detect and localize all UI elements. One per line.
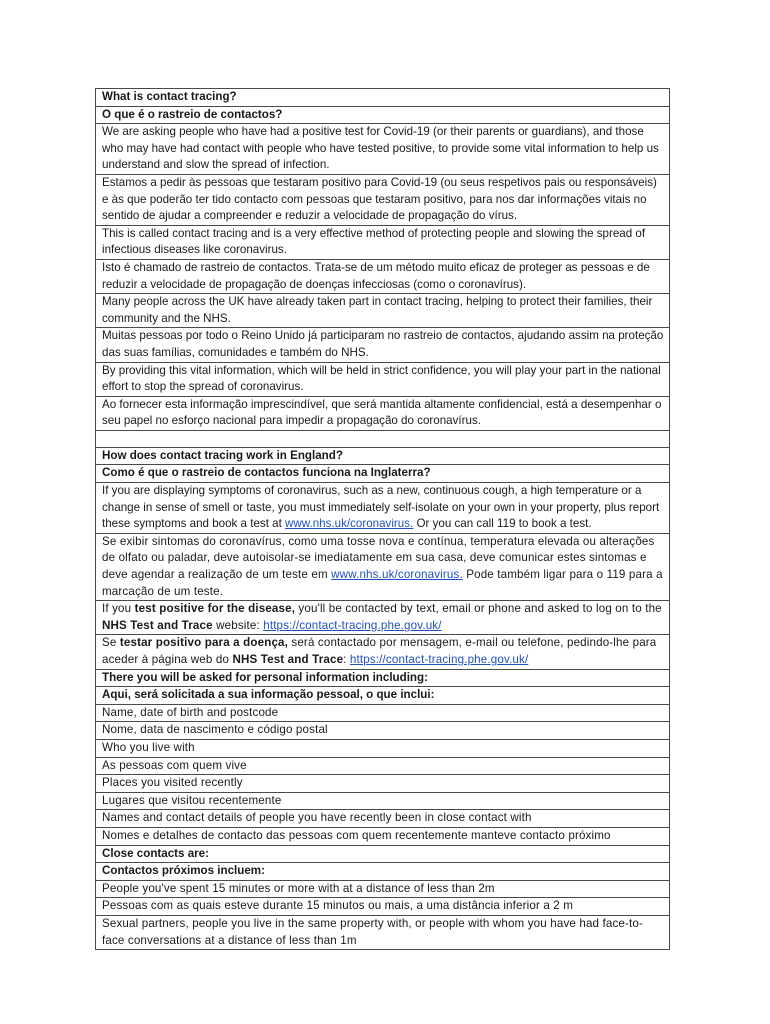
table-row bbox=[96, 483, 670, 534]
text-run: : bbox=[343, 653, 350, 666]
paragraph-pt: Isto é chamado de rastreio de contactos. Trata-se de um método muito eficaz de proteger as pessoas e de reduzir a velocidade de propagação de doenças infecciosas (como o coronavírus). bbox=[96, 259, 670, 293]
table-row bbox=[96, 898, 670, 916]
list-item-pt: Lugares que visitou recentemente bbox=[96, 792, 670, 810]
bold-text: NHS Test and Trace bbox=[232, 653, 344, 666]
test-positive-paragraph-pt bbox=[96, 635, 670, 669]
table-row bbox=[96, 106, 670, 124]
list-item-pt: As pessoas com quem vive bbox=[96, 757, 670, 775]
list-item-pt: Pessoas com as quais esteve durante 15 minutos ou mais, a uma distância inferior a 2 m bbox=[96, 898, 670, 916]
table-row bbox=[96, 259, 670, 293]
table-row bbox=[96, 739, 670, 757]
table-row bbox=[96, 915, 670, 949]
table-row bbox=[96, 124, 670, 175]
table-row bbox=[96, 792, 670, 810]
table-row bbox=[96, 396, 670, 430]
table-row bbox=[96, 447, 670, 465]
section-heading-en: What is contact tracing? bbox=[96, 89, 670, 107]
table-row bbox=[96, 635, 670, 669]
table-row bbox=[96, 880, 670, 898]
list-item-en: Sexual partners, people you live in the same property with, or people with whom you have had face-to-face conversations at a distance of less than 1m bbox=[96, 915, 670, 949]
table-row bbox=[96, 174, 670, 225]
bold-text: NHS Test and Trace bbox=[102, 618, 213, 632]
list-item-en: Who you live with bbox=[96, 739, 670, 757]
paragraph-pt: Ao fornecer esta informação imprescindível, que será mantida altamente confidencial, está a desempenhar o seu papel no esforço nacional para impedir a propagação do coronavírus. bbox=[96, 396, 670, 430]
list-heading-en: There you will be asked for personal information including: bbox=[96, 669, 670, 687]
paragraph-pt: Muitas pessoas por todo o Reino Unido já participaram no rastreio de contactos, ajudando assim na proteção das suas famílias, comunidades e também do NHS. bbox=[96, 328, 670, 362]
table-row bbox=[96, 704, 670, 722]
nhs-coronavirus-link[interactable]: www.nhs.uk/coronavirus. bbox=[285, 517, 414, 531]
table-row bbox=[96, 430, 670, 447]
paragraph-pt: Estamos a pedir às pessoas que testaram positivo para Covid-19 (ou seus respetivos pais ou responsáveis) e às que poderão ter tido contacto com pessoas que testaram positivo, para nos dar informações vitais no sentido de ajudar a compreender e reduzir a velocidade de propagação do vírus. bbox=[96, 174, 670, 225]
table-row bbox=[96, 89, 670, 107]
paragraph-en: Many people across the UK have already taken part in contact tracing, helping to protect their families, their community and the NHS. bbox=[96, 294, 670, 328]
empty-row bbox=[96, 430, 670, 447]
table-row bbox=[96, 225, 670, 259]
table-row bbox=[96, 328, 670, 362]
text-run: displaying symptoms of coronavirus, such as a new, continuous cough, a high temperature or a change in sense of smell or taste, you must immediately self-isolate on your own in your property, plus report these symptoms and book a test at bbox=[102, 484, 660, 531]
text-run: será contactado por mensagem, e-mail ou telefone, pedindo-lhe para aceder à página web do bbox=[102, 636, 657, 666]
table-row bbox=[96, 775, 670, 793]
list-heading-pt: Contactos próximos incluem: bbox=[96, 863, 670, 881]
nhs-coronavirus-link[interactable]: www.nhs.uk/coronavirus. bbox=[331, 568, 463, 582]
paragraph-en: This is called contact tracing and is a very effective method of protecting people and slowing the spread of infectious diseases like coronavirus. bbox=[96, 225, 670, 259]
list-item-en: People you've spent 15 minutes or more with at a distance of less than 2m bbox=[96, 880, 670, 898]
text-run: em bbox=[311, 568, 332, 582]
section-heading-pt: Como é que o rastreio de contactos funciona na Inglaterra? bbox=[96, 465, 670, 483]
table-row bbox=[96, 669, 670, 687]
table-row bbox=[96, 810, 670, 828]
contact-tracing-link[interactable]: https://contact-tracing.phe.gov.uk/ bbox=[349, 653, 529, 666]
table-row bbox=[96, 533, 670, 600]
text-run: website: bbox=[212, 618, 264, 632]
bilingual-info-table bbox=[95, 88, 670, 950]
list-heading-en: Close contacts are: bbox=[96, 845, 670, 863]
text-run: Se bbox=[102, 636, 120, 650]
table-row bbox=[96, 845, 670, 863]
paragraph-en: We are asking people who have had a positive test for Covid-19 (or their parents or guardians), and those who may have had contact with people who have tested positive, to provide some vital information to help us understand and slow the spread of infection. bbox=[96, 124, 670, 175]
table-row bbox=[96, 827, 670, 845]
text-run: Se exibir sintomas do coronavírus, como uma tosse nova e contínua, temperatura elevada ou alterações de olfato ou paladar, deve autoisolar-se imediatamente em sua casa, deve comunicar estes sintomas e deve agendar a realização de um teste bbox=[102, 534, 655, 582]
text-run: Or you can call 119 to book a test. bbox=[413, 517, 592, 531]
list-item-en: Name, date of birth and postcode bbox=[96, 704, 670, 722]
list-item-pt: Nomes e detalhes de contacto das pessoas com quem recentemente manteve contacto próximo bbox=[96, 827, 670, 845]
text-run: you'll be contacted by text, email or phone and asked to log on to the bbox=[295, 602, 662, 616]
bold-text: test positive for the disease, bbox=[134, 602, 296, 616]
symptoms-paragraph-en bbox=[96, 483, 670, 534]
text-run: Pode também ligar para o 119 para a marcação de um teste. bbox=[102, 568, 663, 598]
symptoms-paragraph-pt bbox=[96, 533, 670, 600]
table-row bbox=[96, 294, 670, 328]
table-row bbox=[96, 601, 670, 635]
paragraph-en: By providing this vital information, which will be held in strict confidence, you will play your part in the national effort to stop the spread of coronavirus. bbox=[96, 362, 670, 396]
table-row bbox=[96, 863, 670, 881]
test-positive-paragraph-en bbox=[96, 601, 670, 635]
document-page bbox=[95, 88, 670, 950]
table-row bbox=[96, 687, 670, 705]
table-row bbox=[96, 362, 670, 396]
list-item-en: Names and contact details of people you have recently been in close contact with bbox=[96, 810, 670, 828]
table-row bbox=[96, 722, 670, 740]
text-run: If you are bbox=[102, 484, 154, 498]
list-item-pt: Nome, data de nascimento e código postal bbox=[96, 722, 670, 740]
contact-tracing-link[interactable]: https://contact-tracing.phe.gov.uk/ bbox=[263, 618, 442, 632]
table-row bbox=[96, 465, 670, 483]
section-heading-pt: O que é o rastreio de contactos? bbox=[96, 106, 670, 124]
section-heading-en: How does contact tracing work in England? bbox=[96, 447, 670, 465]
bold-text: testar positivo para a doença, bbox=[119, 636, 289, 650]
table-row bbox=[96, 757, 670, 775]
text-run: If you bbox=[102, 602, 135, 616]
list-heading-pt: Aqui, será solicitada a sua informação pessoal, o que inclui: bbox=[96, 687, 670, 705]
list-item-en: Places you visited recently bbox=[96, 775, 670, 793]
